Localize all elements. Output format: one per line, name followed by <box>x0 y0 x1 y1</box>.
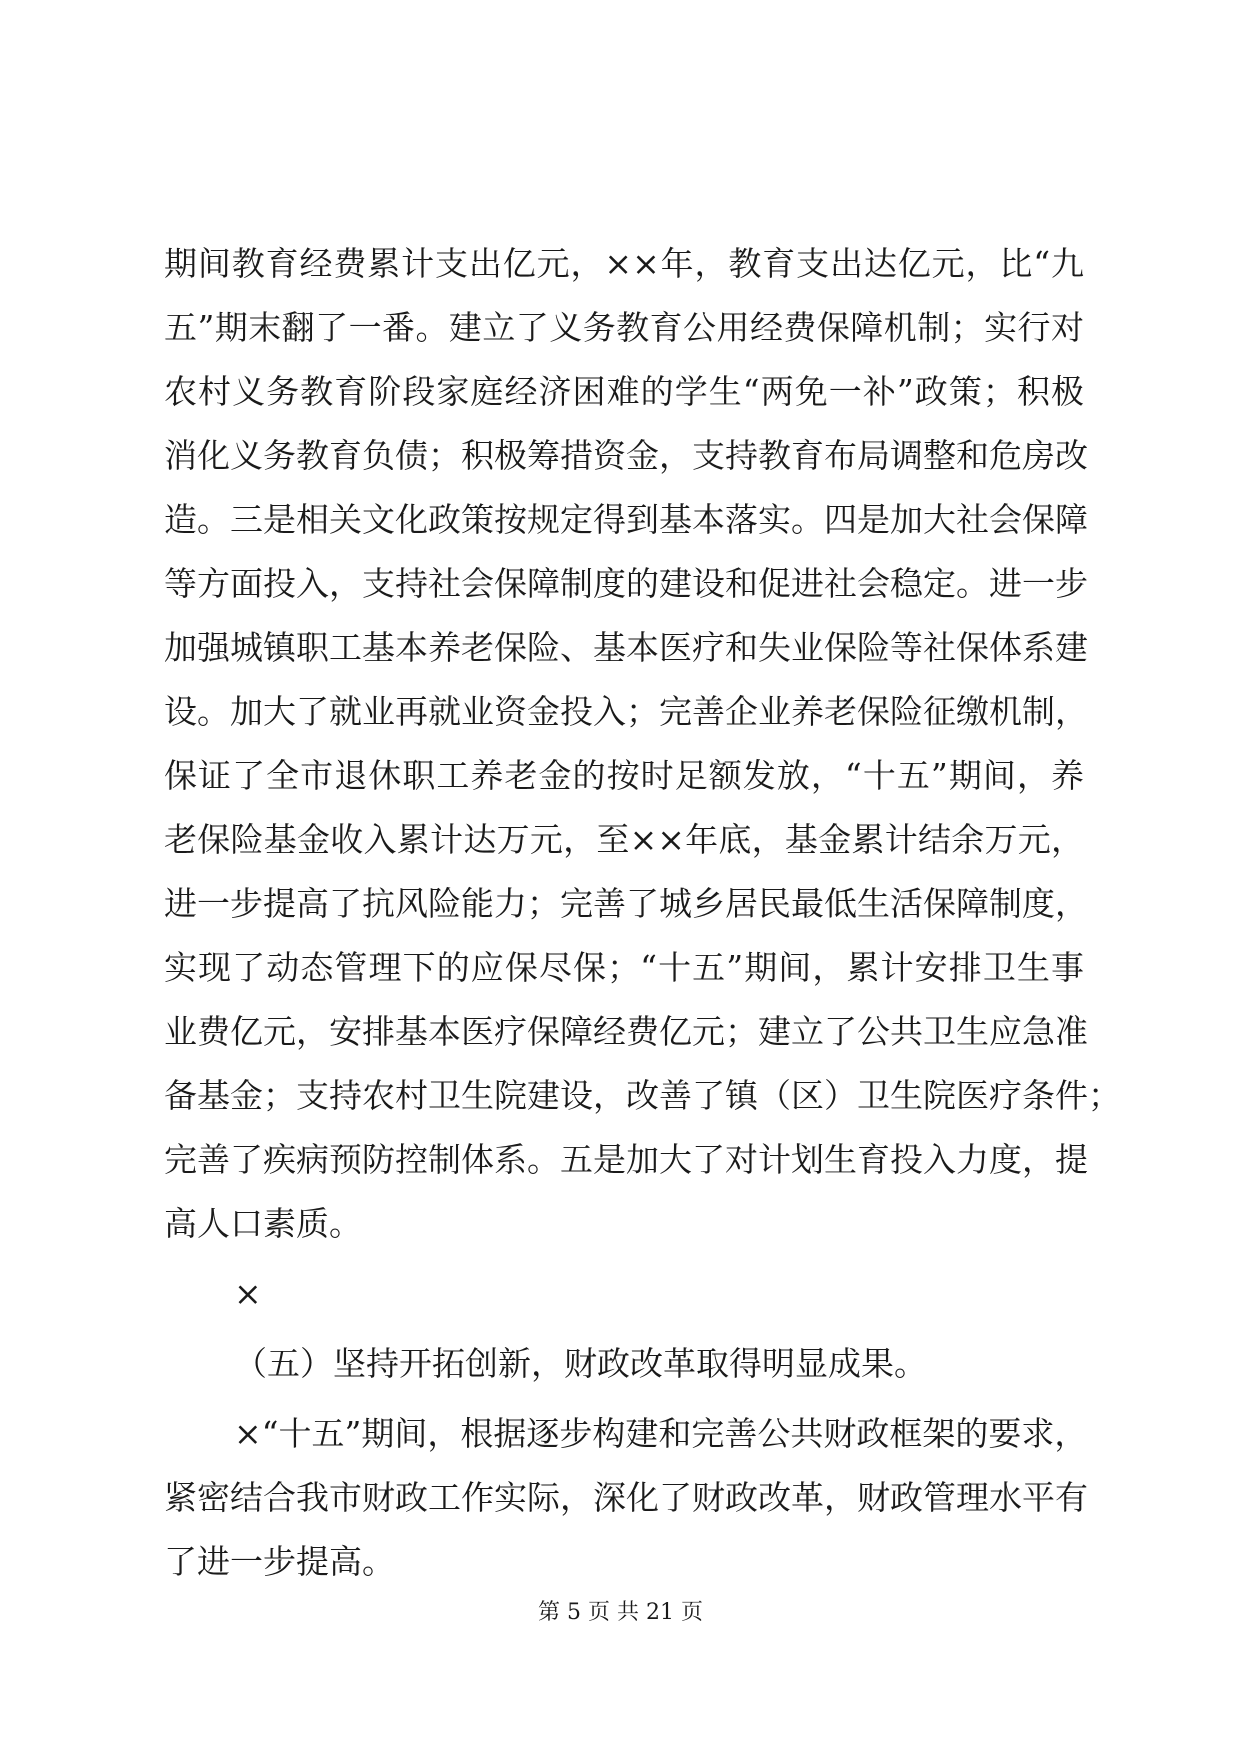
text-line: 五”期末翻了一番。建立了义务教育公用经费保障机制；实行对 <box>164 308 1084 347</box>
text-line: 完善了疾病预防控制体系。五是加大了对计划生育投入力度，提 <box>164 1140 1088 1179</box>
text-line: ×“十五”期间，根据逐步构建和完善公共财政框架的要求， <box>234 1414 1088 1453</box>
text-line: 消化义务教育负债；积极筹措资金，支持教育布局调整和危房改 <box>164 436 1088 475</box>
text-line: 老保险基金收入累计达万元，至××年底，基金累计结余万元， <box>164 820 1084 859</box>
page-number-footer: 第 5 页 共 21 页 <box>538 1600 703 1625</box>
text-line: 业费亿元，安排基本医疗保障经费亿元；建立了公共卫生应急准 <box>164 1012 1088 1051</box>
text-line: 备基金；支持农村卫生院建设，改善了镇（区）卫生院医疗条件； <box>164 1076 1121 1115</box>
text-line: 了进一步提高。 <box>164 1542 395 1581</box>
text-line: 进一步提高了抗风险能力；完善了城乡居民最低生活保障制度， <box>164 884 1088 923</box>
text-line: 加强城镇职工基本养老保险、基本医疗和失业保险等社保体系建 <box>164 628 1088 667</box>
document-body <box>164 232 1121 1594</box>
text-line: 紧密结合我市财政工作实际，深化了财政改革，财政管理水平有 <box>164 1478 1088 1517</box>
text-line: 高人口素质。 <box>164 1204 362 1243</box>
text-line: 保证了全市退休职工养老金的按时足额发放，“十五”期间，养 <box>164 756 1084 795</box>
section-heading: （五）坚持开拓创新，财政改革取得明显成果。 <box>234 1344 927 1383</box>
text-line: 造。三是相关文化政策按规定得到基本落实。四是加大社会保障 <box>164 500 1088 539</box>
text-line: 实现了动态管理下的应保尽保；“十五”期间，累计安排卫生事 <box>164 948 1084 987</box>
text-line: 设。加大了就业再就业资金投入；完善企业养老保险征缴机制， <box>164 692 1088 731</box>
text-line: 等方面投入，支持社会保障制度的建设和促进社会稳定。进一步 <box>164 564 1088 603</box>
cross-mark: × <box>234 1274 262 1313</box>
text-line: 期间教育经费累计支出亿元，××年，教育支出达亿元，比“九 <box>164 244 1084 283</box>
text-line: 农村义务教育阶段家庭经济困难的学生“两免一补”政策；积极 <box>164 372 1084 411</box>
